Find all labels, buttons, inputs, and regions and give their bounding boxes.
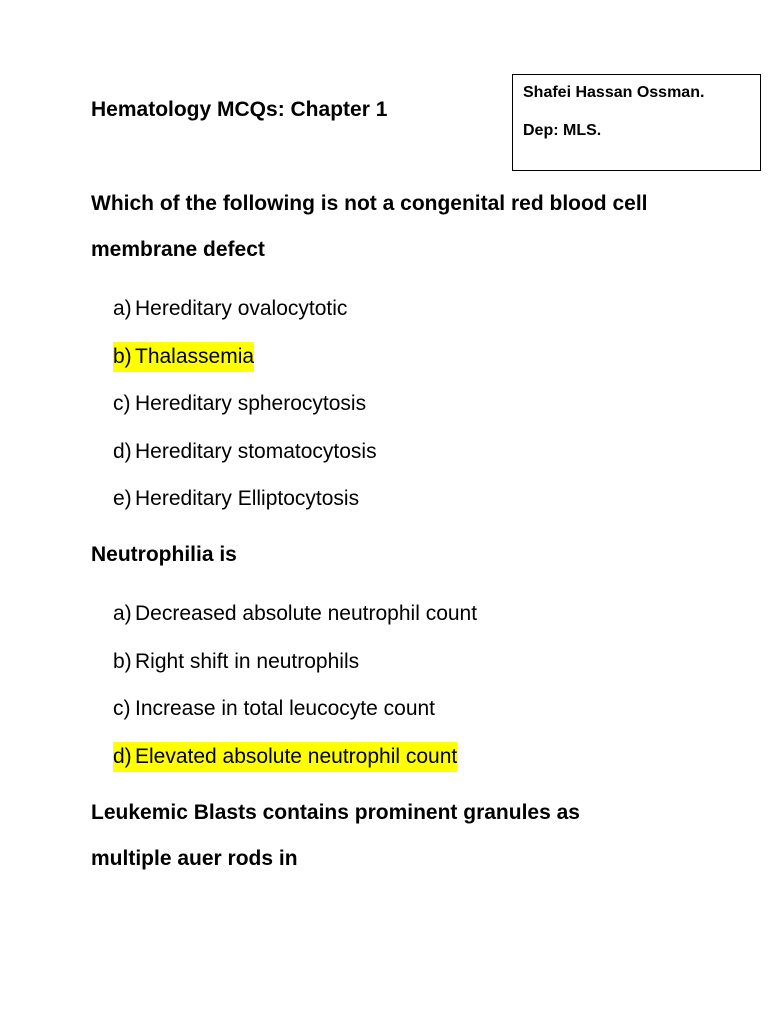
option-2d-highlighted-answer bbox=[113, 733, 477, 781]
author-name: Shafei Hassan Ossman. bbox=[523, 84, 705, 101]
question-3-text: Leukemic Blasts contains prominent granules as multiple auer rods in bbox=[91, 801, 580, 870]
option-text: Increase in total leucocyte count bbox=[135, 697, 436, 720]
option-1b-highlighted-answer bbox=[113, 333, 377, 381]
option-letter: b) bbox=[113, 344, 132, 368]
option-letter: c) bbox=[113, 392, 131, 415]
question-1-options bbox=[113, 285, 377, 523]
option-letter: d) bbox=[113, 744, 132, 768]
option-letter: b) bbox=[113, 649, 132, 673]
option-1e bbox=[113, 475, 377, 523]
option-letter: c) bbox=[113, 697, 131, 720]
option-text: Thalassemia bbox=[135, 344, 255, 368]
author-info-box bbox=[512, 74, 761, 171]
option-text: Hereditary spherocytosis bbox=[135, 392, 367, 415]
option-2b bbox=[113, 638, 477, 686]
option-text: Right shift in neutrophils bbox=[135, 649, 360, 673]
option-letter: a) bbox=[113, 602, 132, 625]
option-text: Hereditary ovalocytotic bbox=[135, 297, 348, 320]
option-2a bbox=[113, 590, 477, 638]
question-2-text: Neutrophilia is bbox=[91, 543, 237, 566]
option-text: Elevated absolute neutrophil count bbox=[135, 744, 458, 768]
author-department: Dep: MLS. bbox=[523, 122, 602, 139]
option-1c bbox=[113, 380, 377, 428]
option-text: Decreased absolute neutrophil count bbox=[135, 602, 478, 625]
question-1-text: Which of the following is not a congenital red blood cell membrane defect bbox=[91, 192, 648, 261]
option-1a bbox=[113, 285, 377, 333]
option-2c bbox=[113, 685, 477, 733]
option-letter: e) bbox=[113, 487, 132, 510]
option-text: Hereditary Elliptocytosis bbox=[135, 487, 360, 510]
option-text: Hereditary stomatocytosis bbox=[135, 439, 377, 463]
option-1d bbox=[113, 428, 377, 476]
option-letter: d) bbox=[113, 439, 132, 463]
document-title: Hematology MCQs: Chapter 1 bbox=[91, 98, 388, 121]
question-2-options bbox=[113, 590, 477, 780]
option-letter: a) bbox=[113, 297, 132, 320]
